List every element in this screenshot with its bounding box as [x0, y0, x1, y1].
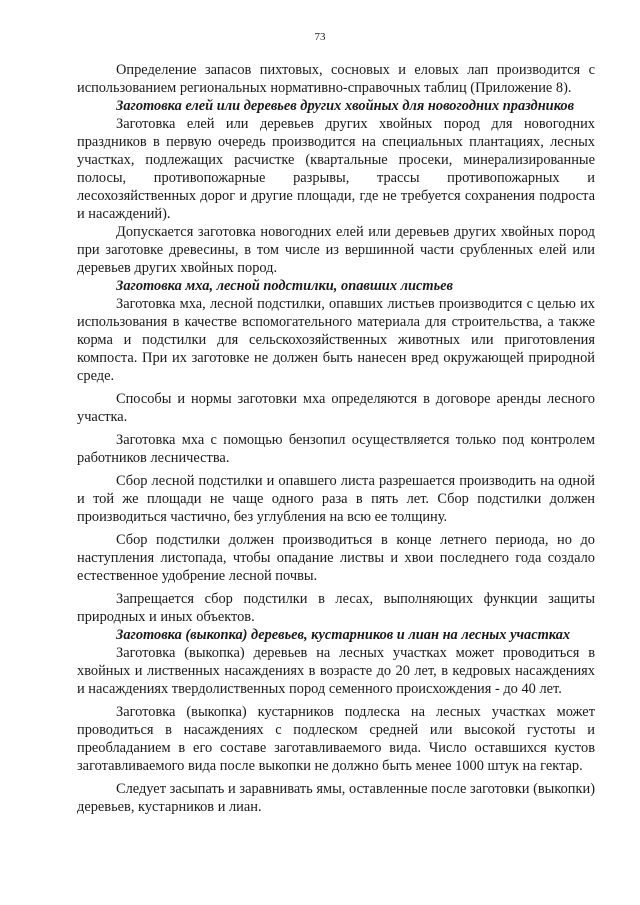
paragraph-moss-norms: Способы и нормы заготовки мха определяются в договоре аренды лесного участка.: [77, 391, 595, 425]
paragraph-new-year-trees-places: Заготовка елей или деревьев других хвойных пород для новогодних праздников в первую очередь производится на специальных плантациях, лесных участках, подлежащих расчистке (квартальные просеки, минерализированные полосы, противопожарные разрывы, трассы противопожарных и лесохозяйственных дорог и другие площади, где не требуется сохранения подроста и насаждений).: [77, 116, 595, 222]
page-number: 73: [314, 31, 326, 43]
paragraph-digging-trees: Заготовка (выкопка) деревьев на лесных участках может проводиться в хвойных и лиственных насаждениях в возрасте до 20 лет, в кедровых насаждениях и насаждениях твердолиственных пород семенного происхождения - до 40 лет.: [77, 645, 595, 697]
paragraph-litter-frequency: Сбор лесной подстилки и опавшего листа разрешается производить на одной и той же площади не чаще одного раза в пять лет. Сбор подстилки должен производиться частично, без углубления на всю ее толщину.: [77, 473, 595, 525]
paragraph-moss-chainsaw: Заготовка мха с помощью бензопил осуществляется только под контролем работников лесничества.: [77, 432, 595, 466]
paragraph-litter-season: Сбор подстилки должен производиться в конце летнего периода, но до наступления листопада, чтобы опадание листвы и хвои последнего года создало естественное удобрение лесной почвы.: [77, 532, 595, 584]
paragraph-new-year-trees-timber: Допускается заготовка новогодних елей или деревьев других хвойных пород при заготовке древесины, в том числе из вершинной части срубленных елей или деревьев других хвойных пород.: [77, 224, 595, 276]
paragraph-litter-prohibition: Запрещается сбор подстилки в лесах, выполняющих функции защиты природных и иных объектов.: [77, 591, 595, 625]
heading-moss-litter-leaves: Заготовка мха, лесной подстилки, опавших листьев: [116, 278, 453, 294]
heading-new-year-trees: Заготовка елей или деревьев других хвойных для новогодних праздников: [116, 98, 575, 114]
document-body: [77, 61, 595, 816]
paragraph-digging-shrubs: Заготовка (выкопка) кустарников подлеска на лесных участках может проводиться в насаждениях с подлеском средней или высокой густоты и преобладанием в его составе заготавливаемого вида. Число оставшихся кустов заготавливаемого вида после выкопки не должно быть менее 1000 штук на гектар.: [77, 704, 595, 774]
paragraph-moss-purpose: Заготовка мха, лесной подстилки, опавших листьев производится с целью их использования в качестве вспомогательного материала для строительства, а также корма и подстилки для сельскохозяйственных животных или приготовления компоста. При их заготовке не должен быть нанесен вред окружающей природной среде.: [77, 296, 595, 384]
paragraph-backfill-pits: Следует засыпать и заравнивать ямы, оставленные после заготовки (выкопки) деревьев, кустарников и лиан.: [77, 781, 595, 815]
paragraph-fir-branches-stock: Определение запасов пихтовых, сосновых и еловых лап производится с использованием региональных нормативно-справочных таблиц (Приложение 8).: [77, 62, 595, 96]
heading-digging-trees-shrubs: Заготовка (выкопка) деревьев, кустарников и лиан на лесных участках: [116, 627, 571, 643]
